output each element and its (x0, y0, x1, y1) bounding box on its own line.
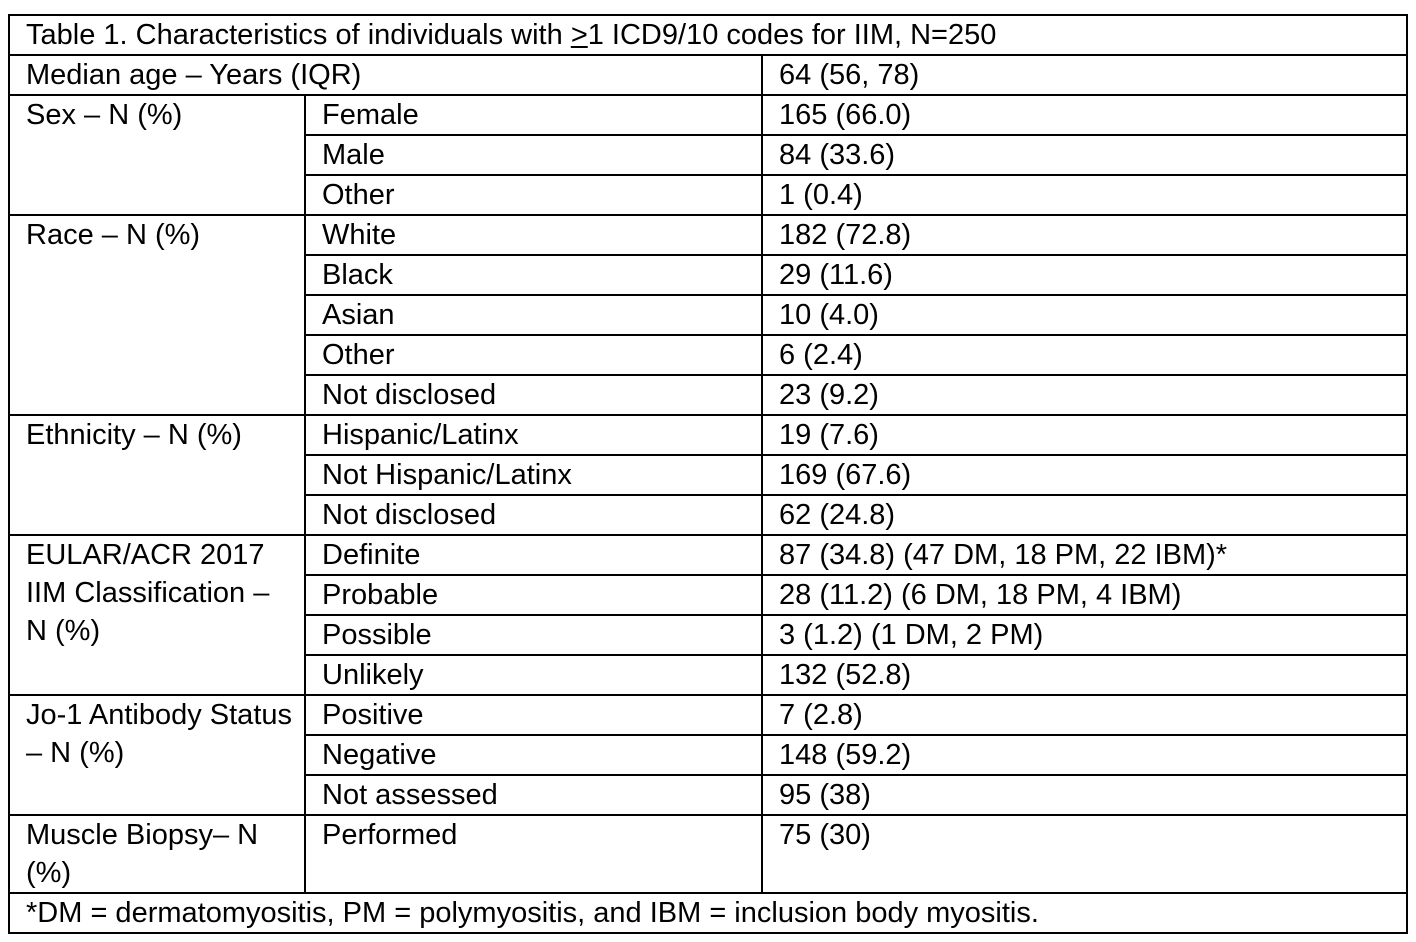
characteristics-table (8, 14, 1408, 934)
title-row (9, 15, 1407, 55)
category-cell: Positive (305, 695, 762, 735)
table-title-post: 1 ICD9/10 codes for IIM, N=250 (587, 19, 997, 51)
value-cell: 84 (33.6) (762, 135, 1407, 175)
value-cell: 23 (9.2) (762, 375, 1407, 415)
category-cell: Unlikely (305, 655, 762, 695)
value-cell: 75 (30) (762, 815, 1407, 893)
section-label: Muscle Biopsy– N (%) (9, 815, 305, 893)
category-cell: Female (305, 95, 762, 135)
section-label: Ethnicity – N (%) (9, 415, 305, 535)
value-cell: 87 (34.8) (47 DM, 18 PM, 22 IBM)* (762, 535, 1407, 575)
footnote: *DM = dermatomyositis, PM = polymyositis, and IBM = inclusion body myositis. (9, 893, 1407, 933)
category-cell: Definite (305, 535, 762, 575)
value-cell: 169 (67.6) (762, 455, 1407, 495)
value-cell: 3 (1.2) (1 DM, 2 PM) (762, 615, 1407, 655)
footnote-row (9, 893, 1407, 933)
median-age-label: Median age – Years (IQR) (9, 55, 762, 95)
table-row (9, 815, 1407, 893)
category-cell: Black (305, 255, 762, 295)
value-cell: 62 (24.8) (762, 495, 1407, 535)
section-label: Race – N (%) (9, 215, 305, 415)
median-age-value: 64 (56, 78) (762, 55, 1407, 95)
section-label: EULAR/ACR 2017 IIM Classification – N (%) (9, 535, 305, 695)
value-cell: 6 (2.4) (762, 335, 1407, 375)
value-cell: 19 (7.6) (762, 415, 1407, 455)
section-label: Sex – N (%) (9, 95, 305, 215)
category-cell: Other (305, 335, 762, 375)
category-cell: Possible (305, 615, 762, 655)
category-cell: Not Hispanic/Latinx (305, 455, 762, 495)
geq-symbol: > (570, 19, 588, 51)
table-row (9, 535, 1407, 575)
median-age-row (9, 55, 1407, 95)
category-cell: White (305, 215, 762, 255)
category-cell: Probable (305, 575, 762, 615)
value-cell: 28 (11.2) (6 DM, 18 PM, 4 IBM) (762, 575, 1407, 615)
category-cell: Not disclosed (305, 495, 762, 535)
category-cell: Male (305, 135, 762, 175)
table-row (9, 215, 1407, 255)
table-row (9, 695, 1407, 735)
category-cell: Performed (305, 815, 762, 893)
value-cell: 95 (38) (762, 775, 1407, 815)
value-cell: 165 (66.0) (762, 95, 1407, 135)
category-cell: Other (305, 175, 762, 215)
value-cell: 7 (2.8) (762, 695, 1407, 735)
table-row (9, 95, 1407, 135)
table-title-pre: Table 1. Characteristics of individuals with (26, 19, 571, 51)
value-cell: 132 (52.8) (762, 655, 1407, 695)
category-cell: Asian (305, 295, 762, 335)
category-cell: Not assessed (305, 775, 762, 815)
value-cell: 29 (11.6) (762, 255, 1407, 295)
value-cell: 10 (4.0) (762, 295, 1407, 335)
table-title (9, 15, 1407, 55)
section-label: Jo-1 Antibody Status – N (%) (9, 695, 305, 815)
table-row (9, 415, 1407, 455)
category-cell: Hispanic/Latinx (305, 415, 762, 455)
category-cell: Negative (305, 735, 762, 775)
value-cell: 148 (59.2) (762, 735, 1407, 775)
value-cell: 1 (0.4) (762, 175, 1407, 215)
value-cell: 182 (72.8) (762, 215, 1407, 255)
category-cell: Not disclosed (305, 375, 762, 415)
